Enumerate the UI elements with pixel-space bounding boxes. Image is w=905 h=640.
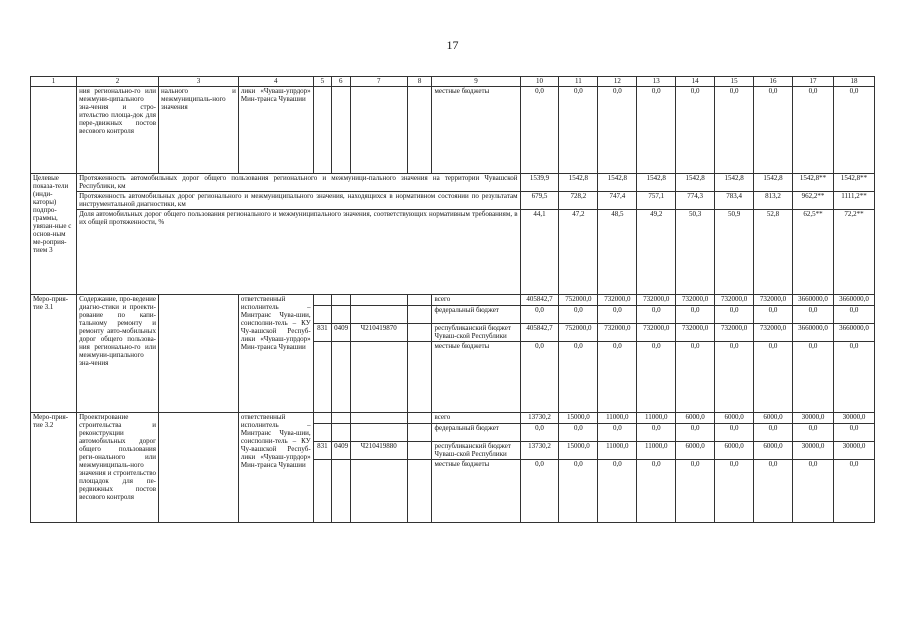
value-cell: 0,0: [792, 460, 833, 523]
cell-blank: [332, 460, 350, 523]
cell-blank: [407, 413, 432, 424]
value-cell: 0,0: [715, 306, 754, 324]
value-cell: 0,0: [520, 87, 559, 174]
indicator-text: Доля автомобильных дорог общего пользования регионального и межмуниципального значения, соответствующих нормативным требованиям, в их общей протяженности, %: [77, 210, 520, 295]
indicators-label: Целевые показа-тели (инди-каторы) подпро-граммы, увязан-ные с основ-ным ме-роприя-тием 3: [31, 174, 77, 295]
value-cell: 0,0: [715, 342, 754, 413]
value-cell: 3660000,0: [792, 324, 833, 342]
funding-source: республиканский бюджет Чуваш-ской Республики: [432, 442, 520, 460]
value-cell: 732000,0: [754, 295, 793, 306]
value-cell: 0,0: [637, 87, 676, 174]
cell-blank: [407, 442, 432, 460]
cell-blank: [407, 424, 432, 442]
measure-row: [31, 295, 875, 306]
value-cell: 0,0: [792, 306, 833, 324]
value-cell: 15000,0: [559, 442, 598, 460]
indicator-value: 48,5: [598, 210, 637, 295]
value-cell: 6000,0: [715, 442, 754, 460]
value-cell: 0,0: [754, 460, 793, 523]
cell-blank: [332, 424, 350, 442]
cell-blank: [350, 295, 407, 306]
measure-number: Меро-прия-тие 3.2: [31, 413, 77, 523]
cell-blank: [313, 87, 331, 174]
budget-table: [30, 76, 875, 523]
cell-blank: [407, 324, 432, 342]
cell-blank: [332, 306, 350, 324]
value-cell: 0,0: [833, 460, 874, 523]
value-cell: 3660000,0: [833, 324, 874, 342]
value-cell: 0,0: [833, 424, 874, 442]
value-cell: 30000,0: [792, 413, 833, 424]
grbs-code: 831: [313, 324, 331, 342]
cell-blank: [350, 460, 407, 523]
value-cell: 732000,0: [676, 295, 715, 306]
column-header: 9: [432, 77, 520, 87]
column-header: 1: [31, 77, 77, 87]
column-header: 4: [238, 77, 313, 87]
value-cell: 0,0: [637, 424, 676, 442]
column-header: 6: [332, 77, 350, 87]
purpose: нального и межмуниципаль-ного значения: [159, 87, 239, 174]
indicator-value: 52,8: [754, 210, 793, 295]
cell-blank: [313, 460, 331, 523]
cell-blank: [350, 424, 407, 442]
executor: лики «Чуваш-упрдор» Мин-транса Чувашии: [238, 87, 313, 174]
column-header: 13: [637, 77, 676, 87]
value-cell: 0,0: [520, 342, 559, 413]
indicator-value: 62,5**: [792, 210, 833, 295]
value-cell: 15000,0: [559, 413, 598, 424]
indicator-value: 962,2**: [792, 192, 833, 210]
value-cell: 0,0: [637, 342, 676, 413]
value-cell: 6000,0: [676, 413, 715, 424]
value-cell: 0,0: [676, 424, 715, 442]
indicator-row: [31, 210, 875, 295]
value-cell: 0,0: [520, 306, 559, 324]
value-cell: 0,0: [520, 424, 559, 442]
value-cell: 0,0: [598, 460, 637, 523]
funding-source: федеральный бюджет: [432, 424, 520, 442]
value-cell: 405842,7: [520, 295, 559, 306]
cell-blank: [313, 306, 331, 324]
continuation-row: [31, 87, 875, 174]
grbs-code: 831: [313, 442, 331, 460]
cell-blank: [350, 342, 407, 413]
value-cell: 0,0: [598, 424, 637, 442]
cell-blank: [332, 295, 350, 306]
value-cell: 0,0: [676, 87, 715, 174]
value-cell: 0,0: [559, 460, 598, 523]
value-cell: 0,0: [676, 306, 715, 324]
indicator-value: 47,2: [559, 210, 598, 295]
value-cell: 0,0: [792, 424, 833, 442]
header-row: [31, 77, 875, 87]
value-cell: 30000,0: [792, 442, 833, 460]
measure-name: Проектирование строительства и реконструкции автомобильных дорог общего пользования реги-онального или межмуниципаль-ного значения и строительство площадок для пе-редвижных постов весового контроля: [77, 413, 159, 523]
column-header: 10: [520, 77, 559, 87]
value-cell: 732000,0: [637, 295, 676, 306]
rz-code: 0409: [332, 324, 350, 342]
value-cell: 6000,0: [754, 413, 793, 424]
value-cell: 0,0: [833, 87, 874, 174]
indicator-value: 44,1: [520, 210, 559, 295]
cell-blank: [313, 295, 331, 306]
funding-source: всего: [432, 295, 520, 306]
value-cell: 11000,0: [598, 413, 637, 424]
value-cell: 732000,0: [676, 324, 715, 342]
value-cell: 752000,0: [559, 295, 598, 306]
column-header: 17: [792, 77, 833, 87]
rz-code: 0409: [332, 442, 350, 460]
funding-source: федеральный бюджет: [432, 306, 520, 324]
value-cell: 732000,0: [715, 324, 754, 342]
value-cell: 0,0: [792, 87, 833, 174]
executor: ответственный исполнитель – Минтранс Чува-шии, соисполни-тель – КУ Чу-вашской Респуб-лики «Чуваш-упрдор» Мин-транса Чувашии: [238, 413, 313, 523]
value-cell: 0,0: [559, 424, 598, 442]
cell-blank: [31, 87, 77, 174]
value-cell: 6000,0: [754, 442, 793, 460]
indicator-value: 813,2: [754, 192, 793, 210]
indicator-row: [31, 174, 875, 192]
value-cell: 732000,0: [715, 295, 754, 306]
indicator-value: 1542,8: [754, 174, 793, 192]
column-header: 12: [598, 77, 637, 87]
csr-code: Ч210419880: [350, 442, 407, 460]
value-cell: 0,0: [520, 460, 559, 523]
value-cell: 0,0: [559, 342, 598, 413]
purpose: [159, 295, 239, 413]
indicator-value: 679,5: [520, 192, 559, 210]
column-header: 8: [407, 77, 432, 87]
cell-blank: [332, 87, 350, 174]
indicator-value: 1542,8: [598, 174, 637, 192]
value-cell: 732000,0: [637, 324, 676, 342]
value-cell: 13730,2: [520, 442, 559, 460]
value-cell: 0,0: [715, 87, 754, 174]
column-header: 14: [676, 77, 715, 87]
cell-blank: [350, 306, 407, 324]
indicator-value: 757,1: [637, 192, 676, 210]
value-cell: 0,0: [833, 306, 874, 324]
value-cell: 11000,0: [637, 442, 676, 460]
value-cell: 0,0: [715, 424, 754, 442]
indicator-row: [31, 192, 875, 210]
indicator-value: 50,3: [676, 210, 715, 295]
value-cell: 11000,0: [637, 413, 676, 424]
column-header: 7: [350, 77, 407, 87]
value-cell: 732000,0: [754, 324, 793, 342]
value-cell: 3660000,0: [833, 295, 874, 306]
page-number: 17: [446, 38, 459, 52]
value-cell: 0,0: [833, 342, 874, 413]
column-header: 3: [159, 77, 239, 87]
cell-blank: [407, 342, 432, 413]
cell-blank: [313, 424, 331, 442]
value-cell: 30000,0: [833, 413, 874, 424]
indicator-value: 1542,8: [676, 174, 715, 192]
cell-blank: [313, 413, 331, 424]
executor: ответственный исполнитель – Минтранс Чува-шии, соисполни-тель – КУ Чу-вашской Респуб-лики «Чуваш-упрдор» Мин-транса Чувашии: [238, 295, 313, 413]
measure-row: [31, 413, 875, 424]
cell-blank: [407, 460, 432, 523]
value-cell: 0,0: [792, 342, 833, 413]
column-header: 11: [559, 77, 598, 87]
indicator-value: 1542,8**: [792, 174, 833, 192]
value-cell: 0,0: [676, 342, 715, 413]
indicator-value: 1542,8: [637, 174, 676, 192]
indicator-value: 50,9: [715, 210, 754, 295]
column-header: 15: [715, 77, 754, 87]
cell-blank: [313, 342, 331, 413]
cell-blank: [332, 342, 350, 413]
column-header: 18: [833, 77, 874, 87]
indicator-value: 1539,9: [520, 174, 559, 192]
purpose: [159, 413, 239, 523]
indicator-text: Протяженность автомобильных дорог общего пользования регионального и межмуници-пального значения на территории Чувашской Республики, км: [77, 174, 520, 192]
value-cell: 6000,0: [715, 413, 754, 424]
value-cell: 0,0: [754, 87, 793, 174]
value-cell: 0,0: [715, 460, 754, 523]
value-cell: 0,0: [559, 306, 598, 324]
funding-source: республиканский бюджет Чуваш-ской Республики: [432, 324, 520, 342]
value-cell: 0,0: [754, 342, 793, 413]
indicator-value: 728,2: [559, 192, 598, 210]
value-cell: 0,0: [637, 460, 676, 523]
funding-source: местные бюджеты: [432, 342, 520, 413]
cell-blank: [350, 413, 407, 424]
indicator-value: 1542,8: [715, 174, 754, 192]
value-cell: 0,0: [754, 306, 793, 324]
cell-blank: [350, 87, 407, 174]
measure-number: Меро-прия-тие 3.1: [31, 295, 77, 413]
cell-blank: [407, 306, 432, 324]
indicator-text: Протяженность автомобильных дорог регионального и межмуниципального значения, находящихся в нормативном состоянии по результатам инструментальной диагностики, км: [77, 192, 520, 210]
funding-source: местные бюджеты: [432, 460, 520, 523]
value-cell: 11000,0: [598, 442, 637, 460]
value-cell: 0,0: [598, 306, 637, 324]
indicator-value: 49,2: [637, 210, 676, 295]
value-cell: 0,0: [637, 306, 676, 324]
column-header: 5: [313, 77, 331, 87]
indicator-value: 72,2**: [833, 210, 874, 295]
cell-blank: [407, 295, 432, 306]
indicator-value: 774,3: [676, 192, 715, 210]
measure-name: ния регионально-го или межмуни-ципального зна-чения и стро-ительство площа-док для пере-движных постов весового контроля: [77, 87, 159, 174]
cell-blank: [332, 413, 350, 424]
csr-code: Ч210419870: [350, 324, 407, 342]
value-cell: 0,0: [559, 87, 598, 174]
cell-blank: [407, 87, 432, 174]
indicator-value: 783,4: [715, 192, 754, 210]
value-cell: 0,0: [754, 424, 793, 442]
funding-source: всего: [432, 413, 520, 424]
value-cell: 732000,0: [598, 324, 637, 342]
indicator-value: 1542,8**: [833, 174, 874, 192]
value-cell: 732000,0: [598, 295, 637, 306]
value-cell: 0,0: [598, 87, 637, 174]
value-cell: 30000,0: [833, 442, 874, 460]
indicator-value: 1542,8: [559, 174, 598, 192]
value-cell: 6000,0: [676, 442, 715, 460]
value-cell: 3660000,0: [792, 295, 833, 306]
value-cell: 13730,2: [520, 413, 559, 424]
value-cell: 0,0: [598, 342, 637, 413]
measure-name: Содержание, про-ведение диагно-стики и проекти-рование по капи-тальному ремонту и ремонту авто-мобильных дорог общего пользова-ния регионально-го или межмуни-ципального зна-чения: [77, 295, 159, 413]
indicator-value: 747,4: [598, 192, 637, 210]
indicator-value: 1111,2**: [833, 192, 874, 210]
funding-source: местные бюджеты: [432, 87, 520, 174]
column-header: 16: [754, 77, 793, 87]
value-cell: 752000,0: [559, 324, 598, 342]
column-header: 2: [77, 77, 159, 87]
value-cell: 405842,7: [520, 324, 559, 342]
value-cell: 0,0: [676, 460, 715, 523]
